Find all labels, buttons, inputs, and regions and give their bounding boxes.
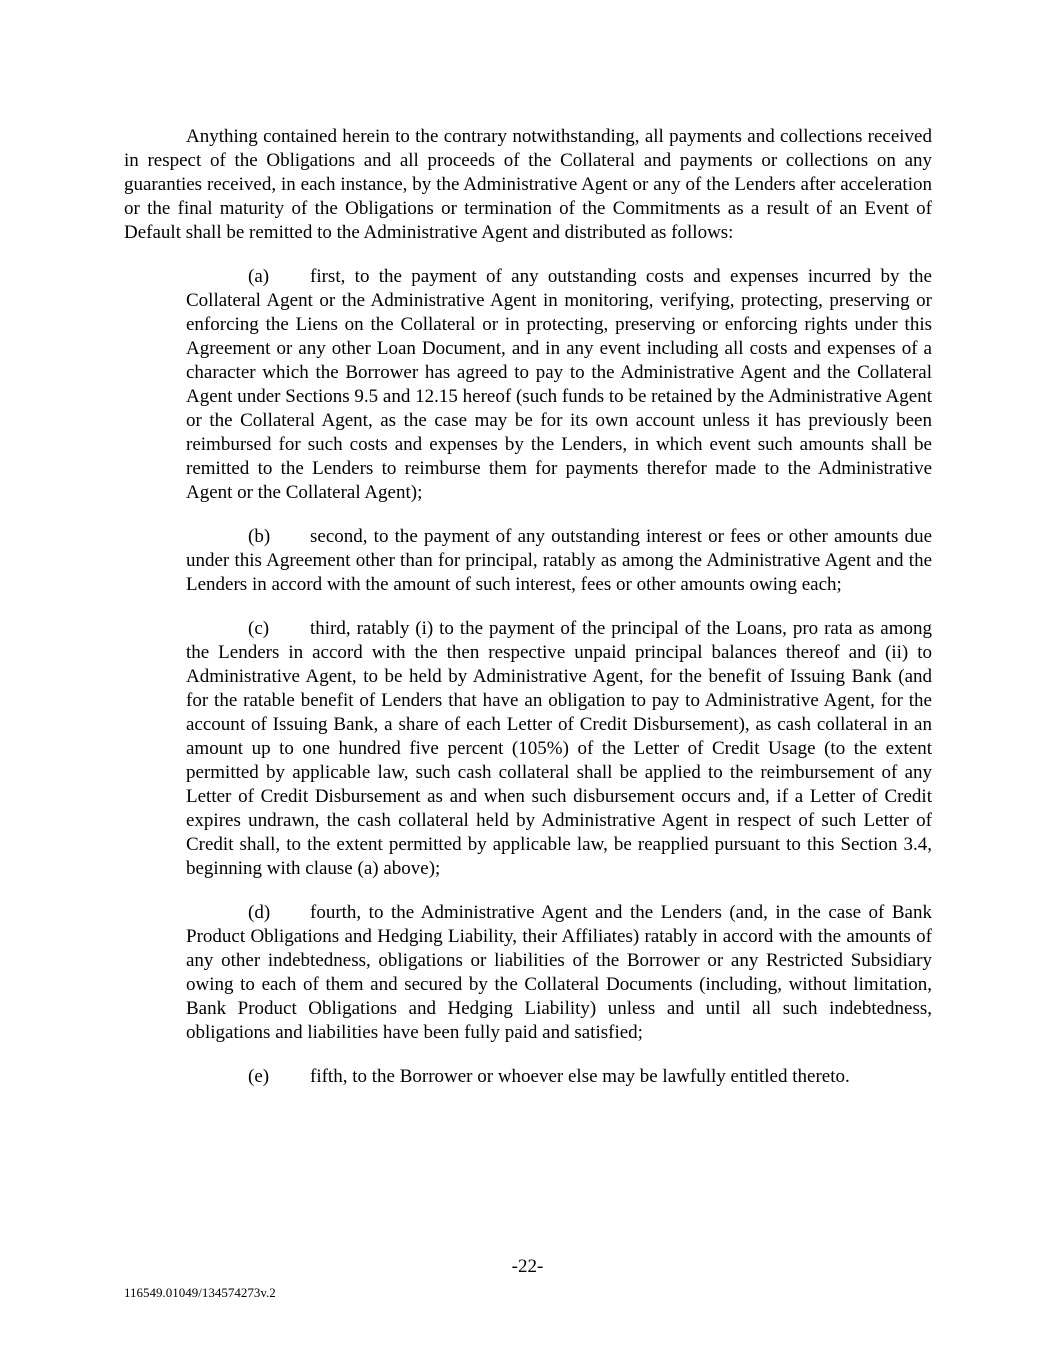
clause-text: first, to the payment of any outstanding costs and expenses incurred by the Collateral Agent or the Administrative Agent in monitoring, verifying, protecting, preserving or enforcing the Liens on the Collateral or in protecting, preserving or enforcing rights under this Agreement or any other Loan Document, and in any event including all costs and expenses of a character which the Borrower has agreed to pay to the Administrative Agent and the Collateral Agent under Sections 9.5 and 12.15 hereof (such funds to be retained by the Administrative Agent or the Collateral Agent, as the case may be for its own account unless it has previously been reimbursed for such costs and expenses by the Lenders, in which event such amounts shall be remitted to the Lenders to reimburse them for payments therefor made to the Administrative Agent or the Collateral Agent);	[186, 266, 932, 503]
clause-label: (b)	[248, 526, 271, 547]
clause-label: (d)	[248, 902, 271, 923]
clause-c	[186, 617, 932, 881]
clause-label: (a)	[248, 266, 270, 287]
clause-e	[186, 1065, 932, 1089]
clause-d	[186, 901, 932, 1045]
document-id: 116549.01049/134574273v.2	[124, 1285, 276, 1300]
clause-text: third, ratably (i) to the payment of the principal of the Loans, pro rata as among the Lenders in accord with the then respective unpaid principal balances thereof and (ii) to Administrative Agent, to be held by Administrative Agent, for the benefit of Issuing Bank (and for the ratable benefit of Lenders that have an obligation to pay to Administrative Agent, for the account of Issuing Bank, a share of each Letter of Credit Disbursement), as cash collateral in an amount up to one hundred five percent (105%) of the Letter of Credit Usage (to the extent permitted by applicable law, such cash collateral shall be applied to the reimbursement of any Letter of Credit Disbursement as and when such disbursement occurs and, if a Letter of Credit expires undrawn, the cash collateral held by Administrative Agent in respect of such Letter of Credit shall, to the extent permitted by applicable law, be reapplied pursuant to this Section 3.4, beginning with clause (a) above);	[186, 618, 932, 879]
page-number: -22-	[511, 1256, 544, 1277]
clause-text: fifth, to the Borrower or whoever else may be lawfully entitled thereto.	[310, 1066, 850, 1087]
clause-label: (e)	[248, 1066, 270, 1087]
clause-text: fourth, to the Administrative Agent and the Lenders (and, in the case of Bank Product Obligations and Hedging Liability, their Affiliates) ratably in accord with the amounts of any other indebtedness, obligations or liabilities of the Borrower or any Restricted Subsidiary owing to each of them and secured by the Collateral Documents (including, without limitation, Bank Product Obligations and Hedging Liability) unless and until all such indebtedness, obligations and liabilities have been fully paid and satisfied;	[186, 902, 932, 1043]
clause-text: second, to the payment of any outstanding interest or fees or other amounts due under this Agreement other than for principal, ratably as among the Administrative Agent and the Lenders in accord with the amount of such interest, fees or other amounts owing each;	[186, 526, 932, 595]
clause-a	[186, 265, 932, 505]
document-body	[124, 125, 932, 1089]
clause-b	[186, 525, 932, 597]
intro-paragraph: Anything contained herein to the contrary notwithstanding, all payments and collections received in respect of the Obligations and all proceeds of the Collateral and payments or collections on any guaranties received, in each instance, by the Administrative Agent or any of the Lenders after acceleration or the final maturity of the Obligations or termination of the Commitments as a result of an Event of Default shall be remitted to the Administrative Agent and distributed as follows:	[124, 126, 932, 243]
clause-label: (c)	[248, 618, 270, 639]
